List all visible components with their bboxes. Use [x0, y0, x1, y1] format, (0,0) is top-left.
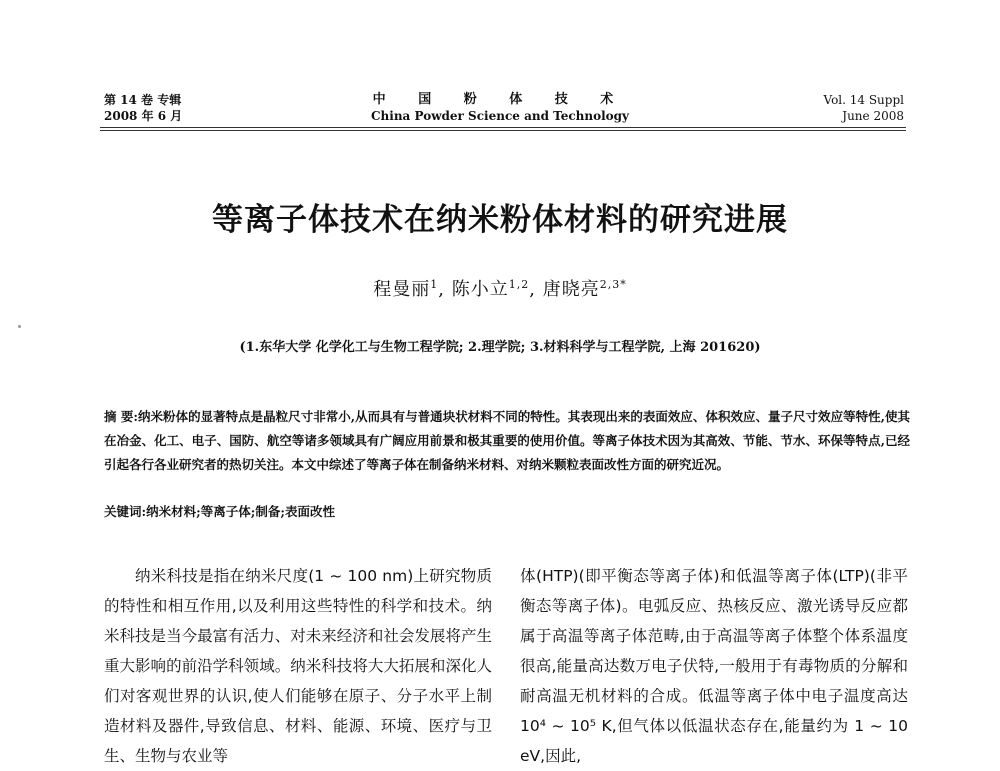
journal-volume-info	[104, 92, 182, 124]
body-column-right: 体(HTP)(即平衡态等离子体)和低温等离子体(LTP)(非平衡态等离子体)。电弧反应、热核反应、激光诱导反应都属于高温等离子体范畴,由于高温等离子体整个体系温度很高,能量高达数万电子伏特,一般用于有毒物质的分解和耐高温无机材料的合成。低温等离子体中电子温度高达 10⁴ ~ 10⁵ K,但气体以低温状态存在,能量约为 1 ~ 10 eV,因此,	[520, 567, 908, 765]
author-3-affil: 2,3*	[599, 278, 627, 291]
author-separator: ,	[438, 279, 452, 300]
author-list	[0, 275, 1000, 301]
author-separator: ,	[529, 279, 543, 300]
affiliation: (1.东华大学 化学化工与生物工程学院; 2.理学院; 3.材料科学与工程学院, 上海 201620)	[239, 340, 761, 355]
journal-name	[300, 92, 700, 124]
scan-speck	[18, 325, 21, 328]
body-column-left: 纳米科技是指在纳米尺度(1 ~ 100 nm)上研究物质的特性和相互作用,以及利用这些特性的科学和技术。纳米科技是当今最富有活力、对未来经济和社会发展将产生重大影响的前沿学科领域。纳米科技将大大拓展和深化人们对客观世界的认识,使人们能够在原子、分子水平上制造材料及器件,导致信息、材料、能源、环境、医疗与卫生、生物与农业等	[104, 567, 492, 765]
volume-en-line: Vol. 14 Suppl	[823, 93, 904, 107]
keywords-text: 纳米材料;等离子体;制备;表面改性	[146, 504, 335, 519]
volume-line: 第 14 卷 专辑	[104, 93, 182, 107]
keywords-label: 关键词:	[104, 504, 147, 519]
author-3: 唐晓亮	[542, 279, 600, 300]
date-en-line: June 2008	[842, 109, 904, 123]
journal-name-en: China Powder Science and Technology	[370, 109, 630, 123]
paper-title: 等离子体技术在纳米粉体材料的研究进展	[212, 202, 788, 238]
date-line: 2008 年 6 月	[104, 109, 183, 123]
abstract-text: 纳米粉体的显著特点是晶粒尺寸非常小,从而具有与普通块状材料不同的特性。其表现出来的表面效应、体积效应、量子尺寸效应等特性,使其在冶金、化工、电子、国防、航空等诸多领域具有广阔应用前景和极其重要的使用价值。等离子体技术因为其高效、节能、节水、环保等特点,已经引起各行各业研究者的热切关注。本文中综述了等离子体在制备纳米材料、对纳米颗粒表面改性方面的研究近况。	[104, 409, 910, 472]
journal-name-cn: 中 国 粉 体 技 术	[372, 92, 628, 107]
author-1: 程曼丽	[373, 279, 431, 300]
header-rule-top	[100, 127, 906, 128]
author-2: 陈小立	[451, 279, 509, 300]
header-rule-bottom	[100, 130, 906, 131]
abstract	[104, 405, 910, 477]
journal-volume-en	[824, 92, 905, 124]
author-1-affil: 1	[430, 278, 439, 291]
keywords	[104, 500, 910, 524]
author-2-affil: 1,2	[508, 278, 530, 291]
abstract-label: 摘 要:	[104, 409, 139, 424]
